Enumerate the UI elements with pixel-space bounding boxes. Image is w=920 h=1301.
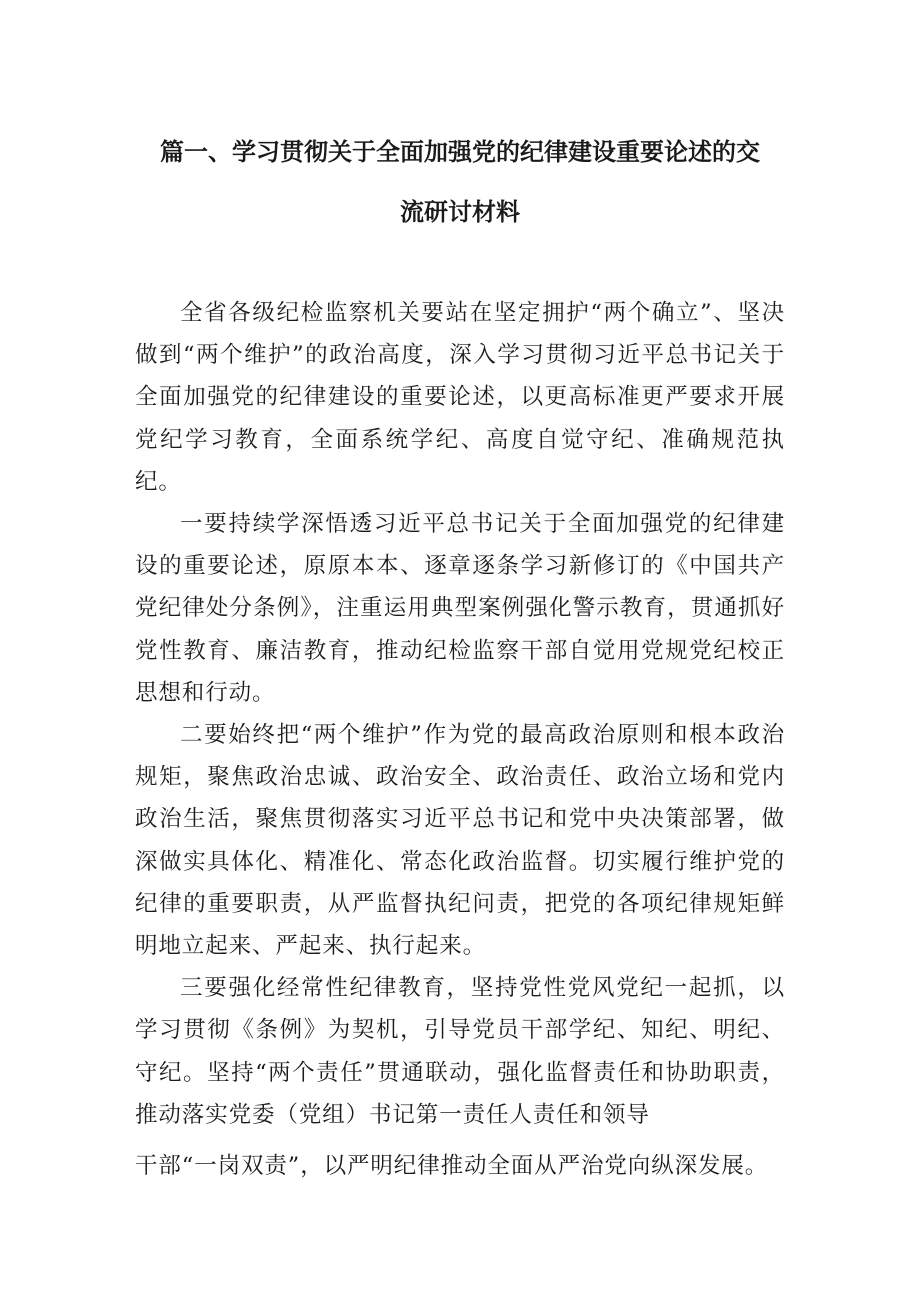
document-title-line-1: 篇一、学习贯彻关于全面加强党的纪律建设重要论述的交 xyxy=(160,138,760,166)
paragraph-point-one: 一要持续学深悟透习近平总书记关于全面加强党的纪律建设的重要论述，原原本本、逐章逐条学习新修订的《中国共产党纪律处分条例》，注重运用典型案例强化警示教育，贯通抓好党性教育、廉洁教育，推动纪检监察干部自觉用党规党纪校正思想和行动。 xyxy=(135,511,785,706)
paragraph-continuation: 干部“一岗双责”，以严明纪律推动全面从严治党向纵深发展。 xyxy=(135,1153,769,1179)
document-body xyxy=(135,292,785,1136)
document-title-line-2: 流研讨材料 xyxy=(400,198,520,226)
paragraph-intro: 全省各级纪检监察机关要站在坚定拥护“两个确立”、坚决做到“两个维护”的政治高度，深入学习贯彻习近平总书记关于全面加强党的纪律建设的重要论述，以更高标准更严要求开展党纪学习教育，全面系统学纪、高度自觉守纪、准确规范执纪。 xyxy=(135,300,785,495)
paragraph-point-three: 三要强化经常性纪律教育，坚持党性党风党纪一起抓，以学习贯彻《条例》为契机，引导党员干部学纪、知纪、明纪、守纪。坚持“两个责任”贯通联动，强化监督责任和协助职责，推动落实党委（党组）书记第一责任人责任和领导 xyxy=(135,975,785,1128)
paragraph-point-two: 二要始终把“两个维护”作为党的最高政治原则和根本政治规矩，聚焦政治忠诚、政治安全、政治责任、政治立场和党内政治生活，聚焦贯彻落实习近平总书记和党中央决策部署，做深做实具体化、精准化、常态化政治监督。切实履行维护党的纪律的重要职责，从严监督执纪问责，把党的各项纪律规矩鲜明地立起来、严起来、执行起来。 xyxy=(135,722,785,960)
